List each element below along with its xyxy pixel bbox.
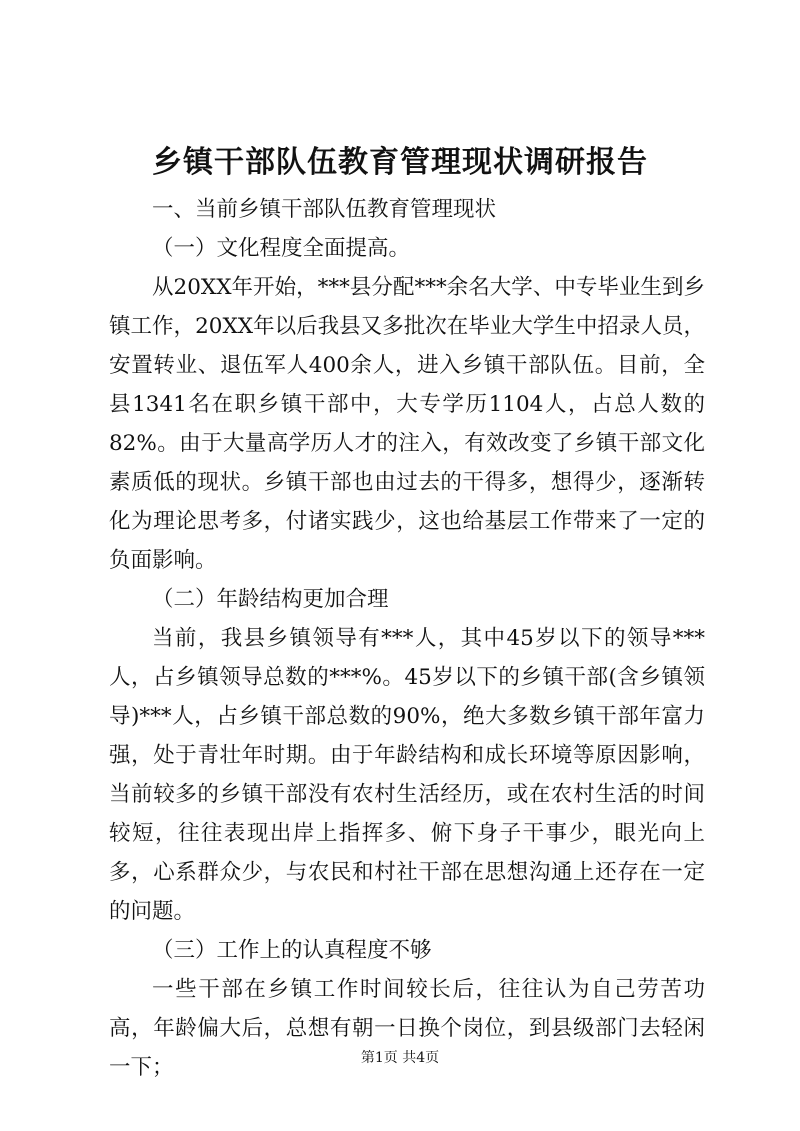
- document-body: [109, 190, 705, 1087]
- subsection-heading: （二）年龄结构更加合理: [152, 587, 389, 612]
- body-paragraph: 当前，我县乡镇领导有***人，其中45岁以下的领导***人，占乡镇领导总数的***%。45岁以下的乡镇干部(含乡镇领导)***人，占乡镇干部总数的90%，绝大多数乡镇干部年富力强，处于青壮年时期。由于年龄结构和成长环境等原因影响，当前较多的乡镇干部没有农村生活经历，或在农村生活的时间较短，往往表现出岸上指挥多、俯下身子干事少，眼光向上多，心系群众少，与农民和村社干部在思想沟通上还存在一定的问题。: [109, 626, 705, 924]
- section-heading: 一、当前乡镇干部队伍教育管理现状: [152, 197, 497, 222]
- body-paragraph: 一些干部在乡镇工作时间较长后，往往认为自己劳苦功高，年龄偏大后，总想有朝一日换个岗位，到县级部门去轻闲一下；: [109, 977, 705, 1080]
- subsection-heading: （一）文化程度全面提高。: [152, 236, 411, 261]
- body-paragraph: 从20XX年开始，***县分配***余名大学、中专毕业生到乡镇工作，20XX年以后我县又多批次在毕业大学生中招录人员，安置转业、退伍军人400余人，进入乡镇干部队伍。目前，全县1341名在职乡镇干部中，大专学历1104人，占总人数的82%。由于大量高学历人才的注入，有效改变了乡镇干部文化素质低的现状。乡镇干部也由过去的干得多，想得少，逐渐转化为理论思考多，付诸实践少，这也给基层工作带来了一定的负面影响。: [109, 275, 705, 573]
- subsection-heading: （三）工作上的认真程度不够: [152, 938, 432, 963]
- page-footer: 第1页 共4页: [360, 1050, 440, 1066]
- document-title: 乡镇干部队伍教育管理现状调研报告: [152, 145, 648, 180]
